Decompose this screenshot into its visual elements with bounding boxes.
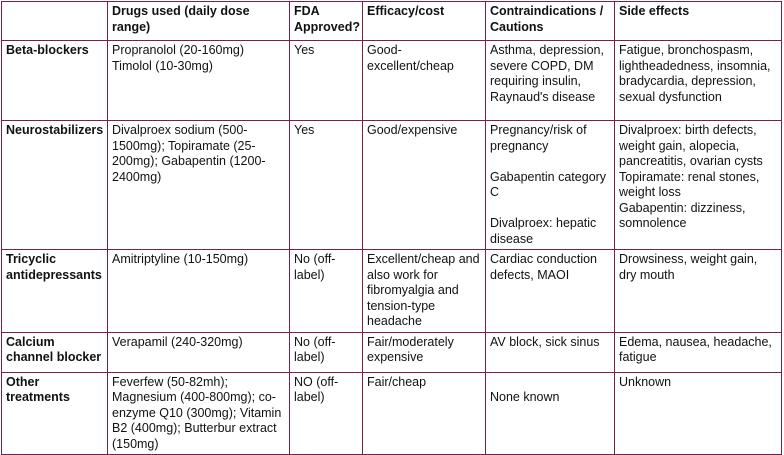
side-effect-line: Fatigue, bronchospasm, lightheadedness, insomnia, bradycardia, depression, sexual dysfunction [619,43,771,104]
contraindications-cell [486,372,615,455]
header-drugs: Drugs used (daily dose range) [108,2,290,41]
table-row [2,332,782,372]
efficacy-cell: Fair/moderately expensive [363,332,486,372]
contra-line: AV block, sick sinus [490,334,600,349]
contra-line: None known [490,390,560,404]
table-header-row [2,2,782,41]
fda-cell: Yes [290,41,363,121]
row-category: Other treatments [2,372,108,455]
header-category [2,2,108,41]
contra-line: Cardiac conduction defects, MAOI [490,252,598,282]
drugs-cell [108,41,290,121]
side-effect-line: Topiramate: renal stones, weight loss [619,169,760,199]
efficacy-cell: Excellent/cheap and also work for fibromyalgia and tension-type headache [363,250,486,333]
side-effects-cell [615,121,782,250]
header-side-effects: Side effects [615,2,782,41]
drugs-cell [108,332,290,372]
contraindications-cell [486,332,615,372]
side-effects-cell [615,332,782,372]
contra-line: Divalproex: hepatic disease [490,216,597,246]
efficacy-cell: Fair/cheap [363,372,486,455]
drug-line: Amitriptyline (10-150mg) [112,252,249,266]
fda-cell: No (off-label) [290,250,363,333]
fda-cell: Yes [290,121,363,250]
side-effect-line: Unknown [619,374,672,389]
drugs-cell [108,372,290,455]
contra-line: Gabapentin category C [490,169,607,199]
side-effects-cell [615,372,782,455]
row-category: Neurostabilizers [2,121,108,250]
contraindications-cell [486,41,615,121]
contra-line: Pregnancy/risk of pregnancy [490,123,587,153]
drug-line: Verapamil (240-320mg) [112,334,243,349]
side-effects-cell [615,41,782,121]
efficacy-cell: Good-excellent/cheap [363,41,486,121]
contraindications-cell [486,250,615,333]
header-fda: FDA Approved? [290,2,363,41]
drugs-cell [108,121,290,250]
table-row [2,41,782,121]
side-effect-line: Edema, nausea, headache, fatigue [619,334,772,364]
drug-line: Feverfew (50-82mh); Magnesium (400-800mg); co-enzyme Q10 (300mg); Vitamin B2 (400mg); Butterbur extract (150mg) [112,374,282,451]
header-efficacy: Efficacy/cost [363,2,486,41]
side-effect-line: Drowsiness, weight gain, dry mouth [619,252,758,282]
row-category: Calcium channel blocker [2,332,108,372]
efficacy-cell: Good/expensive [363,121,486,250]
header-contraindications: Contraindications / Cautions [486,2,615,41]
side-effects-cell [615,250,782,333]
table-row [2,250,782,333]
side-effect-line: Divalproex: birth defects, weight gain, alopecia, pancreatitis, ovarian cysts [619,123,763,168]
migraine-prophylaxis-table [1,1,782,455]
side-effect-line: Gabapentin: dizziness, somnolence [619,200,746,230]
contraindications-cell [486,121,615,250]
table-row [2,121,782,250]
table-row [2,372,782,455]
fda-cell: No (off-label) [290,332,363,372]
drug-line: Propranolol (20-160mg) [112,43,245,57]
fda-cell: NO (off-label) [290,372,363,455]
drugs-cell [108,250,290,333]
contra-line: Asthma, depression, severe COPD, DM requiring insulin, Raynaud's disease [490,43,604,104]
drug-line: Timolol (10-30mg) [112,58,213,73]
row-category: Tricyclic antidepressants [2,250,108,333]
drug-line: Divalproex sodium (500-1500mg); Topiramate (25-200mg); Gabapentin (1200-2400mg) [112,123,266,184]
row-category: Beta-blockers [2,41,108,121]
